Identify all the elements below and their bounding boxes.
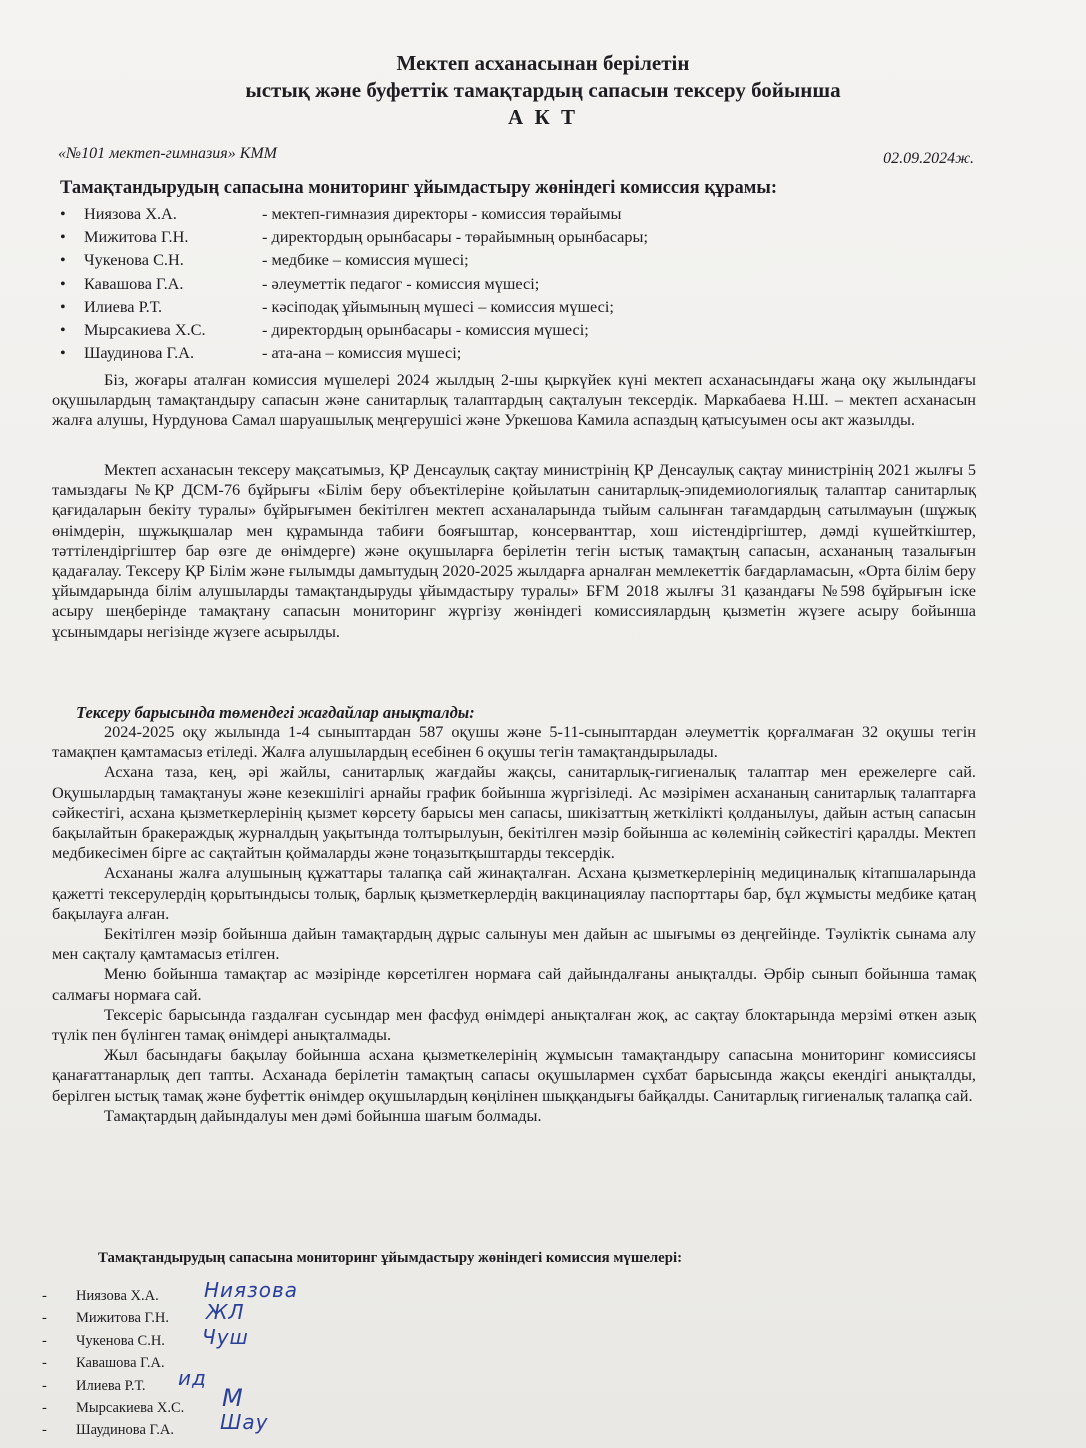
member-role: - директордың орынбасары - төрайымның орынбасары; — [262, 227, 648, 247]
member-name: Чукенова С.Н. — [84, 250, 184, 270]
signature-row — [42, 1324, 249, 1352]
bullet-icon: • — [60, 296, 66, 316]
handwritten-signature: Шау — [220, 1410, 269, 1435]
paragraph: Тексеріс барысында газдалған сусындар мен фасфуд өнімдері анықталған жоқ, ас сақтау блоктарында мерзімі өткен азық түлік пен бүлінген тамақ өнімдері анықталмады. — [52, 1004, 976, 1045]
signer-name: Илиева Р.Т. — [76, 1377, 146, 1394]
signature-row — [42, 1278, 298, 1307]
signature-row — [42, 1410, 269, 1441]
dash-icon: - — [42, 1332, 47, 1349]
signer-name: Мырсакиева Х.С. — [76, 1399, 185, 1416]
member-name: Мижитова Г.Н. — [84, 227, 189, 247]
dash-icon: - — [42, 1355, 47, 1372]
paragraph: Меню бойынша тамақтар ас мәзірінде көрсетілген нормаға сай дайындалғаны анықталды. Әрбір сынып бойынша тамақ салмағы нормаға сай. — [52, 964, 976, 1004]
list-item — [60, 248, 648, 271]
signature-row — [42, 1300, 245, 1329]
title-line-2: ыстық және буфеттік тамақтардың сапасын тексеру бойынша — [245, 78, 841, 102]
organization-name: «№101 мектеп-гимназия» КММ — [58, 145, 278, 162]
intro-paragraph-2 — [52, 460, 976, 642]
signer-name: Шаудинова Г.А. — [76, 1422, 174, 1439]
member-role: - директордың орынбасары - комиссия мүшесі; — [262, 319, 589, 339]
findings-heading: Тексеру барысында төмендегі жағдайлар анықталды: — [76, 703, 475, 722]
paragraph: Асхананы жалға алушының құжаттары талапқа сай жинақталған. Асхана қызметкерлерінің медициналық кітапшаларында қажетті тексерулердің қорытындысы толық, барлық қызметкерлердің вакцинациялау паспорттары бар, бұл жұмысты медбике қатаң бақылауға алған. — [52, 863, 976, 923]
handwritten-signature: ЖЛ — [206, 1300, 245, 1325]
member-role: - мектеп-гимназия директоры - комиссия төрайымы — [262, 204, 622, 223]
dash-icon: - — [42, 1377, 47, 1394]
member-name: Илиева Р.Т. — [84, 296, 163, 316]
bullet-icon: • — [60, 343, 66, 363]
signature-list — [42, 1278, 298, 1442]
member-role: - медбике – комиссия мүшесі; — [262, 250, 469, 270]
bullet-icon: • — [60, 250, 66, 270]
list-item — [60, 341, 648, 364]
paragraph: Бекітілген мәзір бойынша дайын тамақтардың дұрыс салынуы мен дайын ас шығымы өз деңгейінде. Тәуліктік сынама алу мен сақталу қамтамасыз етілген. — [52, 924, 976, 964]
dash-icon: - — [42, 1288, 47, 1304]
signature-row — [42, 1352, 184, 1374]
list-item — [60, 295, 648, 318]
paragraph: Асхана таза, кең, әрі жайлы, санитарлық жағдайы жақсы, санитарлық-гигиеналық талаптар мен ережелерге сай. Оқушылардың тамақтануы және кезекшілігі арнайы график бойынша жүргізіледі. Ас мәзірімен асхананың санитарлық талаптарға сәйкестігі, асхана қызметкерлерінің қызмет көрсету барысы мен сапасы, шикізаттың жеткілікті қолданылуы, дайын астың сапасын бақылайтын бракераждық журналдың уақытында толтырылуын, бекітілген мәзір бойынша ас көлемінің сәйкестігі қаралды. Мектеп медбикесімен бірге ас сақтайтын қоймаларды және тоңазытқыштарды тексердік. — [52, 762, 976, 863]
handwritten-signature: Ниязова — [204, 1278, 298, 1302]
paragraph: Біз, жоғары аталған комиссия мүшелері 2024 жылдың 2-шы қыркүйек күні мектеп асханасындағы жаңа оқу жылындағы оқушылардың тамақтандыру сапасын және санитарлық талаптардың сақталуын тексердік. Маркабаева Н.Ш. – мектеп асханасын жалға алушы, Нурдунова Самал шаруашылық меңгерушісі және Уркешова Камила аспаздың қатысуымен осы акт жазылды. — [52, 370, 976, 430]
member-role: - ата-ана – комиссия мүшесі; — [262, 343, 462, 363]
findings-body — [52, 722, 976, 1126]
dash-icon: - — [42, 1399, 47, 1416]
title-line-1: Мектеп асханасынан берілетін — [396, 51, 690, 75]
handwritten-signature: Чуш — [202, 1324, 249, 1349]
signature-row — [42, 1365, 207, 1397]
bullet-icon: • — [60, 204, 66, 223]
intro-paragraph-1 — [52, 370, 976, 431]
document-date: 02.09.2024ж. — [883, 150, 974, 167]
dash-icon: - — [42, 1310, 47, 1327]
paragraph: 2024-2025 оқу жылында 1-4 сыныптардан 587 оқушы және 5-11-сыныптардан әлеуметтік қорғалмаған 32 оқушы тегін тамақпен қамтамасыз етіледі. Жалға алушылардың есебінен 6 оқушы тегін тамақтандырылады. — [52, 722, 976, 762]
signer-name: Ниязова Х.А. — [76, 1288, 159, 1304]
paragraph: Мектеп асханасын тексеру мақсатымыз, ҚР Денсаулық сақтау министрінің ҚР Денсаулық сақтау министрінің 2021 жылғы 5 тамыздағы №ҚР ДСМ-76 бұйрығы «Білім беру объектілеріне қойылатын санитарлық-эпидемиологиялық талаптар санитарлық қағидаларын бекіту туралы» бұйрығымен бекітілген мектеп асханаларында тыйым салынған тағамдардың сатылмауын (шұжық өнімдерін, шұжықшалар мен құрамында табиғи бояғыштар, консерванттар, хош иістендіргіштер, дәмді күшейткіштер, тәттілендіргіштер бар өзге де өнімдерге) және оқушыларға берілетін тегін ыстық тамақтың сапасын, асхананың тазалығын қадағалау. Тексеру ҚР Білім және ғылымды дамытудың 2020-2025 жылдарға арналған мемлекеттік бағдарламасын, «Орта білім беру ұйымдарында білім алушыларды тамақтандыруды ұйымдастыру туралы» БҒМ 2018 жылғы 31 қазандағы №598 бұйрығын іске асыру шеңберінде тамақтану сапасын мониторинг жүргізу жөніндегі комиссиялардың қызметін жүзеге асыру бойынша ұсынымдары негізінде жүзеге асырылды. — [52, 460, 976, 641]
list-item — [60, 202, 648, 225]
paragraph: Жыл басындағы бақылау бойынша асхана қызметкелерінің жұмысын тамақтандыру сапасына мониторинг комиссиясы қанағаттанарлық деп тапты. Асханада берілетін тамақтың сапасы оқушылармен сұхбат барысында жақсы екендігі анықталды, берілген ыстық тамақ және буфеттік өнімдер оқушылардың көңілінен шыққандығы байқалды. Санитарлық гигиеналық талапқа сай. — [52, 1045, 976, 1105]
bullet-icon: • — [60, 319, 66, 339]
bullet-icon: • — [60, 273, 66, 293]
member-name: Мырсакиева Х.С. — [84, 319, 206, 339]
bullet-icon: • — [60, 227, 66, 247]
member-role: - әлеуметтік педагог - комиссия мүшесі; — [262, 273, 540, 293]
dash-icon: - — [42, 1422, 47, 1439]
list-item — [60, 272, 648, 295]
member-name: Кавашова Г.А. — [84, 273, 184, 293]
commission-member-list — [60, 202, 648, 364]
signer-name: Чукенова С.Н. — [76, 1332, 165, 1349]
signer-name: Кавашова Г.А. — [76, 1355, 165, 1372]
signer-name: Мижитова Г.Н. — [76, 1310, 170, 1327]
handwritten-signature: ид — [178, 1365, 207, 1390]
list-item — [60, 318, 648, 341]
member-role: - кәсіподақ ұйымының мүшесі – комиссия мүшесі; — [262, 296, 614, 316]
title-line-3: А К Т — [508, 105, 578, 129]
handwritten-signature: М — [222, 1383, 244, 1412]
paragraph: Тамақтардың дайындалуы мен дәмі бойынша шағым болмады. — [104, 1105, 542, 1125]
commission-heading: Тамақтандырудың сапасына мониторинг ұйымдастыру жөніндегі комиссия құрамы: — [60, 178, 777, 198]
signatures-heading: Тамақтандырудың сапасына мониторинг ұйымдастыру жөніндегі комиссия мүшелері: — [98, 1250, 683, 1266]
document-title — [0, 50, 1086, 131]
list-item — [60, 225, 648, 248]
member-name: Ниязова Х.А. — [84, 204, 177, 223]
member-name: Шаудинова Г.А. — [84, 343, 195, 363]
